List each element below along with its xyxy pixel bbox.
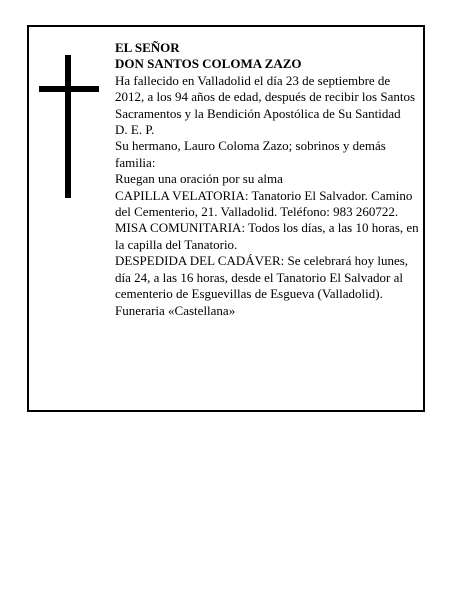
- chapel-info: CAPILLA VELATORIA: Tanatorio El Salvador. Camino del Cementerio, 21. Valladolid. Teléfono: 983 260722. MISA COMUNITARIA: Todos los días, a las 10 horas, en la capilla del Tanatorio.: [115, 187, 419, 252]
- notice-body: [115, 40, 419, 319]
- deceased-name: DON SANTOS COLOMA ZAZO: [115, 56, 302, 72]
- farewell-info: DESPEDIDA DEL CADÁVER: Se celebrará hoy lunes, día 24, a las 16 horas, desde el Tanatorio El Salvador al cementerio de Esguevillas de Esgueva (Valladolid).: [115, 253, 409, 302]
- funeral-home: Funeraria «Castellana»: [115, 302, 236, 318]
- cross-vertical-bar: [65, 55, 71, 198]
- family-line: Su hermano, Lauro Coloma Zazo; sobrinos y demás familia:: [115, 138, 386, 170]
- latin-cross-icon: [39, 55, 99, 198]
- header-line-1: EL SEÑOR: [115, 40, 180, 55]
- obituary-notice: [27, 25, 425, 412]
- cross-horizontal-bar: [39, 86, 99, 92]
- dep-line: D. E. P.: [115, 122, 155, 138]
- death-statement: Ha fallecido en Valladolid el día 23 de septiembre de 2012, a los 94 años de edad, después de recibir los Santos Sacramentos y la Bendición Apostólica de Su Santidad: [115, 72, 416, 121]
- prayer-request: Ruegan una oración por su alma: [115, 171, 283, 187]
